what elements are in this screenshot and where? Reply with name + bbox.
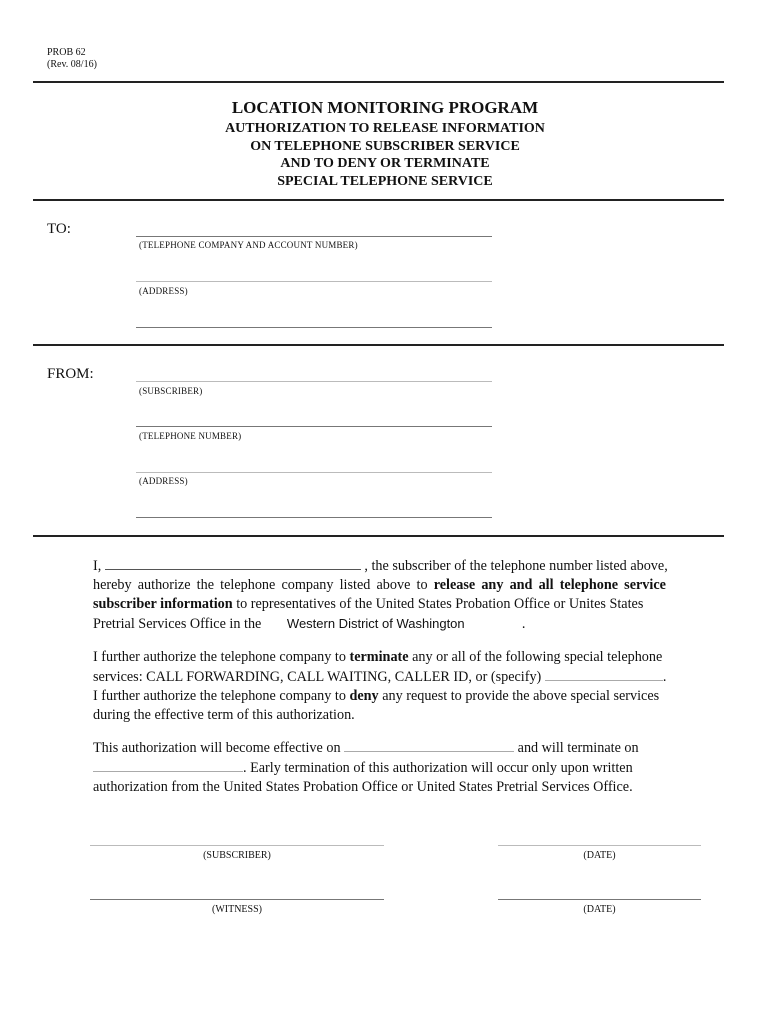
witness-signature-field[interactable] — [90, 899, 384, 900]
district-field[interactable]: Western District of Washington — [286, 616, 465, 631]
p2-line1-pre: I further authorize the telephone company to — [93, 649, 346, 665]
p2-line1-post: any or all of the following special telephone — [412, 649, 663, 665]
subscriber-signature-caption: (SUBSCRIBER) — [203, 850, 271, 861]
p1-i: I, — [93, 558, 102, 574]
subscriber-date-field[interactable] — [498, 845, 701, 846]
from-address-field-2[interactable] — [136, 517, 492, 518]
p1-line2: hereby authorize the telephone company listed above to — [93, 577, 428, 593]
to-label: TO: — [47, 221, 71, 237]
telephone-number-caption: (TELEPHONE NUMBER) — [139, 431, 242, 441]
to-address-field-2[interactable] — [136, 327, 492, 328]
from-divider — [33, 535, 724, 537]
subscriber-name-blank[interactable] — [105, 556, 361, 570]
top-divider — [33, 81, 724, 83]
subscriber-date-caption: (DATE) — [583, 850, 616, 861]
p2-bold-deny: deny — [349, 688, 379, 704]
subscriber-caption: (SUBSCRIBER) — [139, 386, 203, 396]
p3-line3: authorization from the United States Probation Office or United States Pretrial Services Office. — [93, 779, 633, 795]
termination-date-blank[interactable] — [93, 758, 243, 772]
p2-line4: during the effective term of this authorization. — [93, 707, 355, 723]
program-title: LOCATION MONITORING PROGRAM — [231, 98, 539, 117]
title-divider — [33, 199, 724, 201]
p3-line1-pre: This authorization will become effective on — [93, 740, 341, 756]
from-label: FROM: — [47, 366, 94, 382]
witness-signature-caption: (WITNESS) — [212, 904, 262, 915]
specify-service-blank[interactable] — [545, 667, 663, 681]
witness-date-caption: (DATE) — [583, 904, 616, 915]
authorization-paragraph-3 — [93, 738, 705, 797]
witness-date-field[interactable] — [498, 899, 701, 900]
telephone-number-field[interactable] — [136, 426, 492, 427]
p2-line3-post: any request to provide the above special services — [382, 688, 660, 704]
title-line-3: AND TO DENY OR TERMINATE — [280, 156, 490, 171]
form-id: PROB 62 — [47, 47, 86, 58]
subscriber-field[interactable] — [136, 381, 492, 382]
p1-line3: to representatives of the United States Probation Office or Unites States — [236, 596, 644, 612]
company-account-field[interactable] — [136, 236, 492, 237]
p1-bold-subscriber-info: subscriber information — [93, 596, 233, 612]
authorization-paragraph-2 — [93, 648, 705, 725]
p2-end: . — [662, 669, 667, 685]
subscriber-signature-field[interactable] — [90, 845, 384, 846]
company-account-caption: (TELEPHONE COMPANY AND ACCOUNT NUMBER) — [139, 240, 358, 250]
to-divider — [33, 344, 724, 346]
from-address-field[interactable] — [136, 472, 492, 473]
form-revision: (Rev. 08/16) — [47, 59, 97, 70]
p2-line2: services: CALL FORWARDING, CALL WAITING, CALLER ID, or (specify) — [93, 669, 542, 685]
p3-line2: . Early termination of this authorization will occur only upon written — [243, 760, 633, 776]
from-address-caption: (ADDRESS) — [139, 476, 188, 486]
p1-line4: Pretrial Services Office in the — [93, 616, 262, 632]
title-line-2: ON TELEPHONE SUBSCRIBER SERVICE — [250, 139, 520, 154]
p2-bold-terminate: terminate — [349, 649, 409, 665]
title-line-4: SPECIAL TELEPHONE SERVICE — [277, 174, 493, 189]
title-line-1: AUTHORIZATION TO RELEASE INFORMATION — [225, 121, 545, 136]
p2-line3-pre: I further authorize the telephone company to — [93, 688, 346, 704]
authorization-paragraph-1 — [93, 556, 705, 634]
p3-line1-post: and will terminate on — [517, 740, 639, 756]
to-address-field[interactable] — [136, 281, 492, 282]
p1-after-blank: , the subscriber of the telephone number listed above, — [364, 558, 668, 574]
p1-end: . — [521, 616, 526, 632]
effective-date-blank[interactable] — [344, 738, 514, 752]
p1-bold-release: release any and all telephone service — [433, 577, 666, 593]
to-address-caption: (ADDRESS) — [139, 286, 188, 296]
